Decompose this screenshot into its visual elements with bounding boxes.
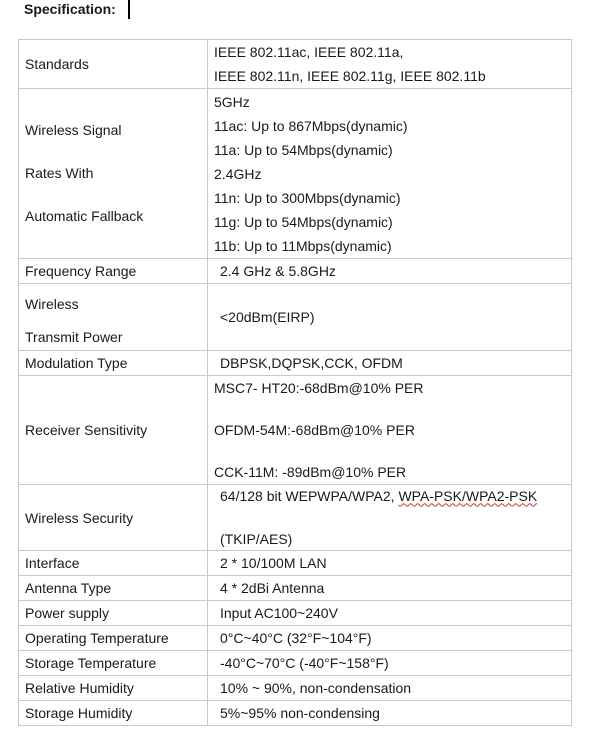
label-text: Antenna Type [25, 580, 112, 596]
value-text: Input AC100~240V [220, 605, 338, 621]
label-text: Automatic Fallback [25, 208, 144, 224]
label-text: Power supply [25, 605, 110, 621]
value-text: 4 * 2dBi Antenna [220, 580, 325, 596]
row-label [19, 259, 208, 284]
value-text: 11g: Up to 54Mbps(dynamic) [214, 213, 393, 230]
row-value [208, 485, 572, 551]
value-text: <20dBm(EIRP) [220, 309, 315, 325]
row-label [19, 651, 208, 676]
value-text: -40°C~70°C (-40°F~158°F) [220, 655, 389, 671]
value-text: 2 * 10/100M LAN [220, 555, 327, 571]
value-text: IEEE 802.11ac, IEEE 802.11a, [214, 44, 404, 60]
row-label [19, 701, 208, 726]
row-label [19, 551, 208, 576]
value-text: 5%~95% non-condensing [220, 705, 380, 721]
label-text: Storage Humidity [25, 705, 133, 721]
value-text: 2.4GHz [214, 165, 262, 182]
row-value [208, 351, 572, 376]
value-text: MSC7- HT20:-68dBm@10% PER [214, 379, 424, 396]
row-label [19, 89, 208, 259]
row-label [19, 485, 208, 551]
value-text: (TKIP/AES) [220, 530, 293, 547]
value-text: IEEE 802.11n, IEEE 802.11g, IEEE 802.11b [214, 68, 486, 84]
label-text: Interface [25, 555, 80, 571]
value-spacer [214, 506, 565, 528]
row-label [19, 40, 208, 89]
value-text: 11a: Up to 54Mbps(dynamic) [214, 141, 393, 158]
table-row [19, 651, 572, 676]
table-row [19, 485, 572, 551]
row-value [208, 601, 572, 626]
label-text: Standards [25, 56, 89, 72]
value-text: 11ac: Up to 867Mbps(dynamic) [214, 117, 408, 134]
value-text: 0°C~40°C (32°F~104°F) [220, 630, 372, 646]
row-label [19, 376, 208, 485]
value-spacer [214, 441, 565, 462]
table-row [19, 551, 572, 576]
table-row [19, 701, 572, 726]
spec-heading: Specification: [24, 1, 116, 17]
row-label [19, 601, 208, 626]
row-value [208, 576, 572, 601]
value-text [214, 486, 565, 506]
table-row [19, 284, 572, 351]
row-label [19, 576, 208, 601]
value-text: 11n: Up to 300Mbps(dynamic) [214, 189, 401, 206]
label-text: Relative Humidity [25, 680, 134, 696]
spellcheck-underline: WPA-PSK/WPA2-PSK [398, 487, 538, 504]
row-value [208, 626, 572, 651]
table-row [19, 259, 572, 284]
value-text: 2.4 GHz & 5.8GHz [220, 263, 336, 279]
row-value [208, 89, 572, 259]
label-text: Wireless Signal [25, 122, 122, 138]
row-value [208, 676, 572, 701]
text-cursor [128, 0, 130, 19]
row-label [19, 626, 208, 651]
label-text: Receiver Sensitivity [25, 422, 148, 438]
value-text: 10% ~ 90%, non-condensation [220, 680, 412, 696]
row-value [208, 284, 572, 351]
table-row [19, 89, 572, 259]
security-text: 64/128 bit WEPWPA/WPA2, WPA-PSK/WPA2-PSK [220, 487, 538, 504]
label-text: Modulation Type [25, 355, 128, 371]
table-row [19, 601, 572, 626]
label-text: Transmit Power [25, 329, 123, 345]
table-row [19, 351, 572, 376]
label-text: Operating Temperature [25, 630, 169, 646]
value-text: DBPSK,DQPSK,CCK, OFDM [220, 355, 403, 371]
value-text: OFDM-54M:-68dBm@10% PER [214, 421, 415, 438]
row-value [208, 259, 572, 284]
table-row [19, 40, 572, 89]
row-label [19, 351, 208, 376]
value-text: CCK-11M: -89dBm@10% PER [214, 463, 407, 480]
table-row [19, 376, 572, 485]
value-text: 5GHz [214, 93, 250, 110]
spec-table [18, 39, 572, 726]
label-text: Wireless [25, 296, 79, 312]
row-label [19, 676, 208, 701]
label-text: Wireless Security [25, 509, 134, 526]
table-row [19, 576, 572, 601]
row-value [208, 551, 572, 576]
label-text: Storage Temperature [25, 655, 157, 671]
value-text: 11b: Up to 11Mbps(dynamic) [214, 237, 392, 254]
label-text: Rates With [25, 165, 94, 181]
table-row [19, 676, 572, 701]
table-row [19, 626, 572, 651]
row-value [208, 651, 572, 676]
row-value [208, 40, 572, 89]
row-value [208, 376, 572, 485]
row-label [19, 284, 208, 351]
label-text: Frequency Range [25, 263, 137, 279]
row-value [208, 701, 572, 726]
value-spacer [214, 399, 565, 420]
